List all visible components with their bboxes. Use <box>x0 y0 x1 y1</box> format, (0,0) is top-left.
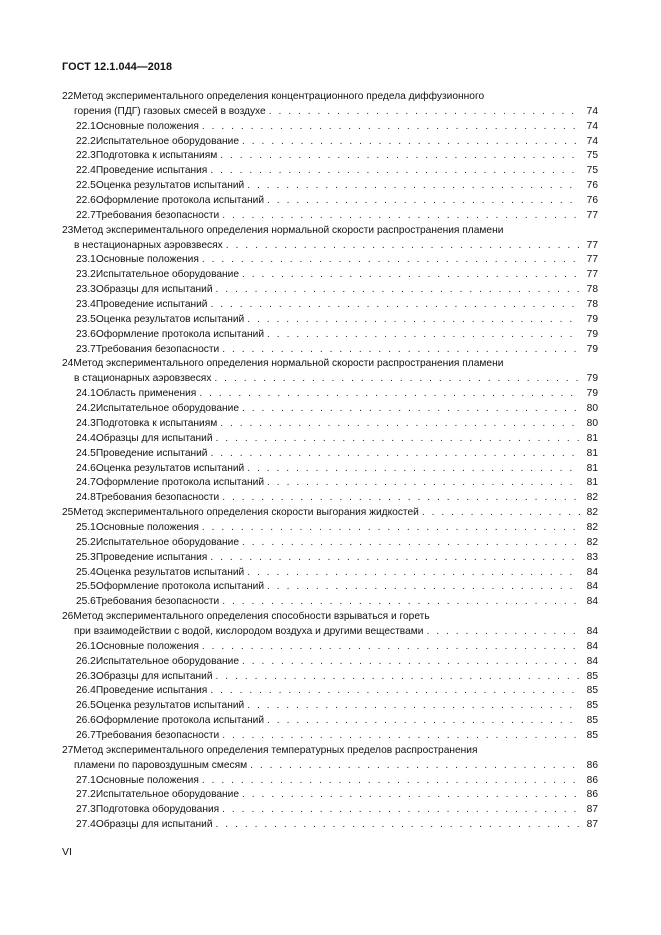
toc-page-number: 79 <box>586 343 598 355</box>
toc-page-number: 86 <box>586 759 598 771</box>
dot-leader <box>210 551 580 566</box>
toc-subsection[interactable] <box>76 774 598 789</box>
toc-page-number: 80 <box>586 417 598 429</box>
toc-page-number: 77 <box>586 239 598 251</box>
toc-subsection[interactable] <box>76 595 598 610</box>
dot-leader <box>242 135 580 150</box>
dot-leader <box>199 387 580 402</box>
toc-subsection[interactable] <box>76 640 598 655</box>
toc-number: 26 <box>62 611 74 623</box>
toc-title: Проведение испытания <box>95 685 208 697</box>
dot-leader <box>247 462 580 477</box>
dot-leader <box>247 313 580 328</box>
toc-page-number: 74 <box>586 120 598 132</box>
toc-number: 22 <box>62 91 74 102</box>
toc-page-number: 74 <box>586 105 598 117</box>
toc-subsection[interactable] <box>76 803 598 818</box>
toc-number: 25.5 <box>76 581 96 593</box>
toc-number: 27 <box>62 744 74 756</box>
toc-page-number: 82 <box>586 536 598 548</box>
toc-number: 26.3 <box>76 670 96 682</box>
toc-page-number: 84 <box>586 581 598 593</box>
toc-subsection[interactable] <box>76 268 598 283</box>
dot-leader <box>267 580 580 595</box>
toc-number: 22.6 <box>76 195 96 207</box>
dot-leader <box>220 149 580 164</box>
toc-page-number: 76 <box>586 195 598 207</box>
toc-title: Испытательное оборудование <box>95 135 240 147</box>
toc-number: 24 <box>62 358 74 370</box>
toc-title: Требования безопасности <box>95 209 220 221</box>
toc-page-number: 83 <box>586 551 598 563</box>
toc-number: 26.5 <box>76 700 96 712</box>
dot-leader <box>426 625 580 640</box>
toc-title: Образцы для испытаний <box>95 819 213 831</box>
toc-subsection[interactable] <box>76 684 598 699</box>
toc-page-number: 87 <box>586 819 598 831</box>
toc-page-number: 84 <box>586 625 598 637</box>
toc-subsection[interactable] <box>76 253 598 268</box>
toc-page-number: 79 <box>586 328 598 340</box>
toc-title: Оценка результатов испытаний <box>95 700 245 712</box>
toc-subsection[interactable] <box>76 462 598 477</box>
toc-subsection[interactable] <box>76 164 598 179</box>
dot-leader <box>247 699 580 714</box>
toc-number: 23.5 <box>76 313 96 325</box>
toc-number: 22.5 <box>76 180 96 192</box>
dot-leader <box>202 640 580 655</box>
dot-leader <box>202 521 580 536</box>
toc-section-heading[interactable] <box>62 610 598 625</box>
toc-subsection[interactable] <box>76 432 598 447</box>
toc-page-number: 85 <box>586 715 598 727</box>
dot-leader <box>267 714 580 729</box>
toc-page-number: 85 <box>586 685 598 697</box>
toc-title: Основные положения <box>95 774 199 786</box>
toc-page-number: 79 <box>586 388 598 400</box>
toc-section-heading[interactable] <box>62 90 598 105</box>
dot-leader <box>267 476 580 491</box>
dot-leader <box>222 343 580 358</box>
dot-leader <box>242 536 580 551</box>
toc-title: Подготовка оборудования <box>95 804 220 816</box>
toc-title: Область применения <box>95 388 197 400</box>
toc-number: 23.7 <box>76 343 96 355</box>
toc-number: 26.6 <box>76 715 96 727</box>
toc-subsection[interactable] <box>76 491 598 506</box>
toc-subsection[interactable] <box>76 476 598 491</box>
toc-title: Основные положения <box>95 120 199 132</box>
toc-number: 23.3 <box>76 284 96 296</box>
dot-leader <box>247 566 580 581</box>
dot-leader <box>269 105 580 120</box>
toc-page-number: 81 <box>586 477 598 489</box>
dot-leader <box>222 209 580 224</box>
toc-title: в нестационарных аэровзвесях <box>74 239 223 251</box>
dot-leader <box>222 595 580 610</box>
toc-page-number: 82 <box>586 492 598 504</box>
dot-leader <box>216 432 580 447</box>
toc-number: 25.1 <box>76 521 96 533</box>
toc-page-number: 81 <box>586 447 598 459</box>
toc-number: 22.2 <box>76 135 96 147</box>
toc-title: Испытательное оборудование <box>95 403 240 415</box>
toc-title: Основные положения <box>95 521 199 533</box>
toc-number: 27.2 <box>76 789 96 801</box>
toc-title: Требования безопасности <box>95 729 220 741</box>
toc-title: Основные положения <box>95 640 199 652</box>
dot-leader <box>242 268 580 283</box>
toc-subsection[interactable] <box>76 566 598 581</box>
toc-subsection[interactable] <box>76 788 598 803</box>
toc-number: 22.4 <box>76 165 96 177</box>
toc-subsection[interactable] <box>76 818 598 833</box>
toc-title: Оформление протокола испытаний <box>95 715 265 727</box>
dot-leader <box>222 491 580 506</box>
toc-number: 24.5 <box>76 447 96 459</box>
toc-number: 26.4 <box>76 685 96 697</box>
toc-number: 25 <box>62 507 74 519</box>
toc-title: Оформление протокола испытаний <box>95 477 265 489</box>
toc-title: при взаимодействии с водой, кислородом воздуха и другими веществами <box>74 625 424 637</box>
dot-leader <box>422 506 580 521</box>
toc-number: 23.2 <box>76 269 96 281</box>
toc-subsection[interactable] <box>76 580 598 595</box>
toc-page-number: 75 <box>586 165 598 177</box>
dot-leader <box>211 298 581 313</box>
toc-title: Проведение испытаний <box>95 447 208 459</box>
toc-title: Требования безопасности <box>95 596 220 608</box>
toc-title: Оформление протокола испытаний <box>95 195 265 207</box>
toc-section-heading-continued[interactable] <box>74 239 598 254</box>
toc-title: Образцы для испытаний <box>95 284 213 296</box>
dot-leader <box>242 402 580 417</box>
toc-page-number: 84 <box>586 566 598 578</box>
toc-title: Метод экспериментального определения нормальной скорости распространения пламени <box>73 358 504 370</box>
toc-subsection[interactable] <box>76 447 598 462</box>
toc-title: Оформление протокола испытаний <box>95 328 265 340</box>
toc-subsection[interactable] <box>76 714 598 729</box>
toc-subsection[interactable] <box>76 699 598 714</box>
toc-title: Испытательное оборудование <box>95 789 240 801</box>
toc-title: пламени по паровоздушным смесям <box>74 759 248 771</box>
toc-subsection[interactable] <box>76 209 598 224</box>
toc-title: Проведение испытаний <box>95 299 208 311</box>
toc-number: 26.1 <box>76 640 96 652</box>
toc-number: 22.7 <box>76 209 96 221</box>
toc-page-number: 75 <box>586 150 598 162</box>
toc-title: Метод экспериментального определения температурных пределов распространения <box>73 744 478 756</box>
toc-title: Оценка результатов испытаний <box>95 462 245 474</box>
dot-leader <box>202 253 580 268</box>
toc-number: 27.3 <box>76 804 96 816</box>
toc-subsection[interactable] <box>76 670 598 685</box>
toc-page-number: 76 <box>586 180 598 192</box>
toc-number: 25.3 <box>76 551 96 563</box>
toc-number: 25.6 <box>76 596 96 608</box>
toc-title: Образцы для испытаний <box>95 432 213 444</box>
toc-subsection[interactable] <box>76 536 598 551</box>
toc-number: 24.4 <box>76 432 96 444</box>
toc-subsection[interactable] <box>76 521 598 536</box>
dot-leader <box>220 417 580 432</box>
dot-leader <box>226 239 580 254</box>
toc-number: 24.3 <box>76 417 96 429</box>
toc-number: 23.1 <box>76 254 96 266</box>
toc-title: Требования безопасности <box>95 492 220 504</box>
dot-leader <box>216 283 580 298</box>
toc-page-number: 82 <box>586 521 598 533</box>
toc-page-number: 87 <box>586 804 598 816</box>
dot-leader <box>216 818 580 833</box>
toc-title: горения (ПДГ) газовых смесей в воздухе <box>74 105 266 117</box>
toc-number: 23.4 <box>76 299 96 311</box>
dot-leader <box>267 194 580 209</box>
toc-title: Метод экспериментального определения способности взрываться и гореть <box>73 611 430 623</box>
toc-number: 24.6 <box>76 462 96 474</box>
toc-page-number: 79 <box>586 373 598 385</box>
toc-title: Испытательное оборудование <box>95 269 240 281</box>
toc-subsection[interactable] <box>76 283 598 298</box>
toc-title: Оценка результатов испытаний <box>95 180 245 192</box>
toc-title: Образцы для испытаний <box>95 670 213 682</box>
toc-title: Подготовка к испытаниям <box>95 417 218 429</box>
dot-leader <box>211 447 581 462</box>
toc-number: 26.2 <box>76 655 96 667</box>
dot-leader <box>242 655 580 670</box>
toc-page-number: 84 <box>586 655 598 667</box>
toc-number: 26.7 <box>76 729 96 741</box>
toc-title: в стационарных аэровзвесях <box>74 373 212 385</box>
toc-number: 24.1 <box>76 388 96 400</box>
toc-subsection[interactable] <box>76 417 598 432</box>
dot-leader <box>247 179 580 194</box>
toc-page-number: 82 <box>586 507 598 519</box>
toc-number: 27.4 <box>76 819 96 831</box>
toc-page-number: 78 <box>586 284 598 296</box>
toc-subsection[interactable] <box>76 655 598 670</box>
toc-title: Оформление протокола испытаний <box>95 581 265 593</box>
toc-section-heading-continued[interactable] <box>74 625 598 640</box>
toc-title: Испытательное оборудование <box>95 536 240 548</box>
toc-page-number: 81 <box>586 462 598 474</box>
toc-title: Проведение испытания <box>95 551 208 563</box>
toc-section-heading[interactable] <box>62 357 598 372</box>
dot-leader <box>214 372 580 387</box>
toc-title: Оценка результатов испытаний <box>95 566 245 578</box>
toc-page-number: 85 <box>586 670 598 682</box>
toc-subsection[interactable] <box>76 387 598 402</box>
toc-section-heading-continued[interactable] <box>74 105 598 120</box>
page-number: VI <box>62 846 72 858</box>
toc-subsection[interactable] <box>76 194 598 209</box>
toc-number: 27.1 <box>76 774 96 786</box>
toc-subsection[interactable] <box>76 135 598 150</box>
toc-number: 24.7 <box>76 477 96 489</box>
toc-number: 23.6 <box>76 328 96 340</box>
document-header: ГОСТ 12.1.044—2018 <box>62 61 173 73</box>
toc-page-number: 80 <box>586 403 598 415</box>
toc-number: 24.8 <box>76 492 96 504</box>
toc-page-number: 81 <box>586 432 598 444</box>
toc-subsection[interactable] <box>76 343 598 358</box>
toc-subsection[interactable] <box>76 551 598 566</box>
dot-leader <box>222 729 580 744</box>
dot-leader <box>202 120 580 135</box>
toc-page-number: 79 <box>586 313 598 325</box>
toc-number: 22.1 <box>76 120 96 132</box>
toc-subsection[interactable] <box>76 149 598 164</box>
dot-leader <box>202 774 580 789</box>
toc-page-number: 77 <box>586 254 598 266</box>
toc-section-heading-continued[interactable] <box>74 372 598 387</box>
dot-leader <box>210 684 580 699</box>
toc-page-number: 86 <box>586 774 598 786</box>
toc-page-number: 86 <box>586 789 598 801</box>
toc-page-number: 77 <box>586 269 598 281</box>
dot-leader <box>242 788 580 803</box>
toc-section-heading[interactable] <box>62 224 598 239</box>
toc-subsection[interactable] <box>76 313 598 328</box>
toc-page-number: 84 <box>586 596 598 608</box>
toc-title: Требования безопасности <box>95 343 220 355</box>
toc-number: 25.4 <box>76 566 96 578</box>
toc-title: Метод экспериментального определения скорости выгорания жидкостей <box>73 507 419 519</box>
toc-subsection[interactable] <box>76 402 598 417</box>
toc-subsection[interactable] <box>76 120 598 135</box>
toc-page-number: 85 <box>586 729 598 741</box>
toc-page-number: 84 <box>586 640 598 652</box>
dot-leader <box>210 164 580 179</box>
toc-section-heading[interactable] <box>62 506 598 521</box>
toc-page-number: 74 <box>586 135 598 147</box>
toc-title: Основные положения <box>95 254 199 266</box>
toc-number: 25.2 <box>76 536 96 548</box>
toc-title: Метод экспериментального определения концентрационного предела диффузионного <box>73 91 485 102</box>
dot-leader <box>222 803 580 818</box>
toc-page-number: 78 <box>586 299 598 311</box>
toc-title: Проведение испытания <box>95 165 208 177</box>
toc-subsection[interactable] <box>76 298 598 313</box>
toc-title: Оценка результатов испытаний <box>95 313 245 325</box>
toc-subsection[interactable] <box>76 179 598 194</box>
toc-section-heading-continued[interactable] <box>74 759 598 774</box>
toc-title: Испытательное оборудование <box>95 655 240 667</box>
dot-leader <box>216 670 580 685</box>
toc-title: Подготовка к испытаниям <box>95 150 218 162</box>
toc-section-heading[interactable] <box>62 744 598 759</box>
toc-number: 24.2 <box>76 403 96 415</box>
toc-number: 22.3 <box>76 150 96 162</box>
toc-subsection[interactable] <box>76 328 598 343</box>
dot-leader <box>267 328 580 343</box>
toc-number: 23 <box>62 224 74 236</box>
toc-subsection[interactable] <box>76 729 598 744</box>
toc-page-number: 85 <box>586 700 598 712</box>
toc-page-number: 77 <box>586 209 598 221</box>
dot-leader <box>250 759 580 774</box>
toc-title: Метод экспериментального определения нормальной скорости распространения пламени <box>73 224 504 236</box>
